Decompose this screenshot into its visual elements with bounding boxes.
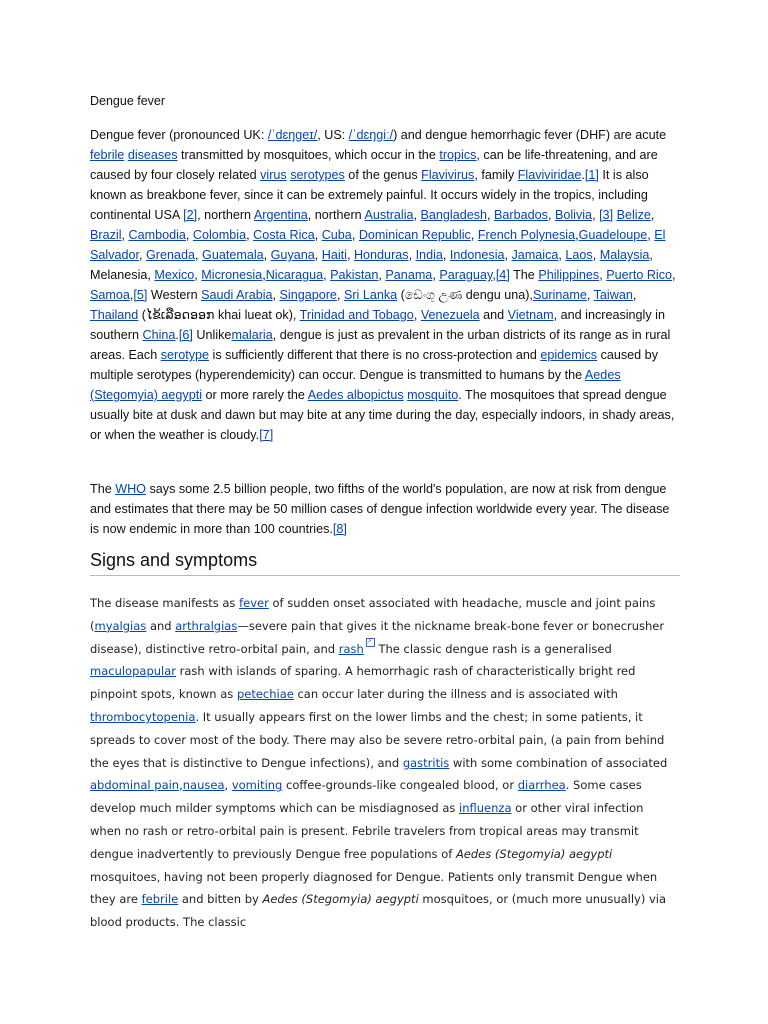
text-run: , [492, 268, 496, 282]
text-link[interactable]: Argentina [253, 208, 308, 222]
text-link[interactable]: Paraguay [439, 268, 493, 282]
text-run: . The mosquitoes that spread dengue usually bite at dusk and dawn but may bite at any time during the day, especially indoors, in shady areas, or when the weather is cloudy. [90, 388, 675, 442]
text-run: caused by multiple serotypes (hyperendemicity) can occur. Dengue is transmitted to humans by the [90, 348, 658, 382]
text-link[interactable]: gastritis [402, 755, 450, 770]
text-run: says some 2.5 billion people, two fifths of the world's population, are now at risk from dengue and estimates that there may be 50 million cases of dengue infection worldwide every year. The disease is now endemic in more than 100 countries. [90, 482, 670, 536]
text-run: with some combination of associated [449, 755, 668, 770]
text-run: , [263, 248, 271, 262]
text-run: , northern [197, 208, 254, 222]
text-link[interactable]: Guadeloupe [578, 228, 648, 242]
text-run: coffee-grounds-like congealed blood, or [282, 778, 518, 793]
text-run: , [413, 208, 421, 222]
text-run: , [139, 248, 147, 262]
text-run: , [408, 248, 416, 262]
text-link[interactable]: Singapore [279, 288, 337, 302]
text-link[interactable]: diarrhea [517, 778, 566, 793]
text-link[interactable]: Dominican Republic [358, 228, 471, 242]
text-link[interactable]: Flavivirus [421, 168, 475, 182]
text-run: The disease manifests as [90, 596, 240, 610]
text-link[interactable]: Honduras [353, 248, 409, 262]
text-run: . It usually appears first on the lower limbs and the chest; in some patients, it spreads to cover most of the body. There may also be severe retro-orbital pain, (a pain from behind the eyes that is distinctive to Dengue infections), and [90, 709, 665, 770]
text-link[interactable]: Guatemala [202, 248, 264, 262]
text-link[interactable]: malaria [231, 328, 273, 342]
text-link[interactable]: Cuba [321, 228, 352, 242]
text-run: , family [474, 168, 518, 182]
text-link[interactable]: French Polynesia [477, 228, 576, 242]
text-link[interactable]: Flaviviridae [517, 168, 582, 182]
text-run: , [314, 248, 322, 262]
text-link[interactable]: [2] [183, 208, 198, 222]
text-run: , [129, 288, 134, 302]
text-link[interactable]: myalgias [94, 618, 147, 633]
text-run: , can be life-threatening, and are caused by four closely related [90, 148, 658, 182]
text-link[interactable]: Panama [385, 268, 433, 282]
text-run: , [195, 248, 203, 262]
text-link[interactable]: /ˈdɛŋɡiː/ [348, 128, 394, 142]
text-run: of the genus [344, 168, 422, 182]
text-link[interactable]: thrombocytopenia [90, 709, 196, 724]
text-link[interactable]: Belize [616, 208, 651, 222]
text-link[interactable]: [7] [259, 428, 274, 442]
text-link[interactable]: Sri Lanka [343, 288, 398, 302]
text-run: , [547, 208, 555, 222]
text-link[interactable]: serotypes [290, 168, 345, 182]
text-run: , [632, 288, 637, 302]
text-run: , [599, 268, 607, 282]
text-run: ) and dengue hemorrhagic fever (DHF) are acute [393, 128, 667, 142]
text-link[interactable]: Taiwan [593, 288, 633, 302]
text-link[interactable]: China [142, 328, 176, 342]
text-link[interactable]: influenza [459, 801, 512, 816]
italic-text: Aedes (Stegomyia) aegypti [455, 846, 613, 861]
text-link[interactable]: Jamaica [511, 248, 559, 262]
text-run: , [323, 268, 331, 282]
text-run: , [194, 268, 202, 282]
text-link[interactable]: mosquito [407, 388, 459, 402]
text-link[interactable]: Trinidad and Tobago [299, 308, 414, 322]
text-link[interactable]: epidemics [540, 348, 598, 362]
text-run: , [224, 778, 232, 793]
text-run: , [592, 208, 600, 222]
text-link[interactable]: Aedes albopictus [307, 388, 404, 402]
text-run: , [185, 228, 193, 242]
text-link[interactable]: Aedes (Stegomyia) aegypti [90, 368, 621, 402]
italic-text: Aedes (Stegomyia) aegypti [262, 892, 419, 907]
text-link[interactable]: virus [260, 168, 287, 182]
text-link[interactable]: /ˈdɛŋɡeɪ/ [267, 128, 318, 142]
external-link-icon[interactable]: ↗ [366, 638, 375, 647]
text-link[interactable]: Haiti [321, 248, 347, 262]
text-link[interactable]: Micronesia [201, 268, 263, 282]
text-link[interactable]: Pakistan [330, 268, 379, 282]
intro-paragraph [90, 125, 680, 445]
text-link[interactable]: maculopapular [90, 664, 176, 679]
text-run: , [650, 208, 655, 222]
text-run: , [647, 228, 655, 242]
text-link[interactable]: arthralgias [175, 618, 238, 633]
text-link[interactable]: febrile [141, 892, 179, 907]
text-link[interactable]: Malaysia [599, 248, 650, 262]
text-run: , [378, 268, 386, 282]
document-title: Dengue fever [90, 94, 166, 108]
text-link[interactable]: [8] [332, 522, 347, 536]
text-run: , [487, 208, 495, 222]
text-run: Dengue fever (pronounced UK: [90, 128, 268, 142]
text-run: . [581, 168, 585, 182]
text-run: , [262, 268, 266, 282]
text-link[interactable]: diseases [127, 148, 178, 162]
text-run: and [146, 618, 176, 633]
text-run: , [121, 228, 129, 242]
text-run: It is also known as breakbone fever, since it can be extremely painful. It occurs widely in the tropics, including continental USA [90, 168, 649, 222]
text-run: is sufficiently different that there is no cross-protection and [209, 348, 541, 362]
text-run: , [346, 248, 354, 262]
text-run: , [586, 288, 594, 302]
section-heading: Signs and symptoms [90, 550, 680, 576]
text-run: (ໄຂ້ເລືອດອອກ khai lueat ok), [138, 308, 300, 322]
text-run: , [413, 308, 421, 322]
text-run: Western [147, 288, 202, 302]
text-run: , [470, 228, 478, 242]
text-run: can occur later during the illness and is associated with [293, 687, 618, 702]
text-run: , [272, 288, 280, 302]
text-link[interactable]: Suriname [532, 288, 587, 302]
text-link[interactable]: fever [239, 596, 269, 610]
text-link[interactable]: abdominal pain [90, 778, 180, 793]
text-link[interactable]: Laos [565, 248, 593, 262]
text-link[interactable]: Indonesia [449, 248, 505, 262]
text-link[interactable]: Nicaragua [265, 268, 324, 282]
text-link[interactable]: Thailand [90, 308, 139, 322]
text-run: Unlike [192, 328, 232, 342]
text-run: , [314, 228, 322, 242]
text-run: . [175, 328, 179, 342]
text-run: , [592, 248, 600, 262]
text-link[interactable]: El Salvador [90, 228, 666, 262]
text-link[interactable]: Brazil [90, 228, 122, 242]
text-run: The classic dengue rash is a generalised [374, 641, 612, 656]
text-link[interactable]: Colombia [192, 228, 247, 242]
text-run: of sudden onset associated with headache, muscle and joint pains ( [90, 596, 656, 633]
text-link[interactable]: serotype [160, 348, 210, 362]
text-link[interactable]: Philippines [538, 268, 600, 282]
text-run: mosquitoes, having not been properly diagnosed for Dengue. Patients only transmit Dengue when they are [90, 869, 658, 907]
text-run: transmitted by mosquitoes, which occur in the [177, 148, 440, 162]
text-link[interactable]: [5] [133, 288, 148, 302]
text-link[interactable]: Puerto Rico [606, 268, 673, 282]
text-link[interactable]: Australia [364, 208, 414, 222]
text-link[interactable]: Barbados [494, 208, 548, 222]
text-run: , [442, 248, 450, 262]
text-run: , and increasingly in southern [90, 308, 665, 342]
text-run: —severe pain that gives it the nickname break-bone fever or bonecrusher disease), distinctive retro-orbital pain, and [90, 618, 665, 656]
text-link[interactable]: [6] [178, 328, 193, 342]
text-run: , northern [307, 208, 365, 222]
text-run: , [432, 268, 440, 282]
text-link[interactable]: rash [338, 641, 364, 656]
symptoms-paragraph [90, 592, 678, 934]
text-link[interactable]: febrile [90, 148, 125, 162]
text-run: mosquitoes, or (much more unusually) via blood products. The classic [90, 892, 667, 930]
text-link[interactable]: Bolivia [554, 208, 593, 222]
text-run: The [90, 482, 116, 496]
text-link[interactable]: [3] [599, 208, 614, 222]
text-run: or more rarely the [202, 388, 308, 402]
who-paragraph [90, 479, 680, 539]
text-link[interactable]: India [415, 248, 443, 262]
text-run: . Some cases develop much milder symptoms which can be misdiagnosed as [90, 778, 642, 816]
text-link[interactable]: WHO [115, 482, 146, 496]
text-run: (ඩෙංගු උණ dengu una), [397, 288, 533, 302]
text-run: , Melanesia, [90, 248, 653, 282]
text-run: , [336, 288, 344, 302]
text-link[interactable]: Guyana [270, 248, 315, 262]
text-link[interactable]: Vietnam [507, 308, 554, 322]
text-run: , [575, 228, 579, 242]
text-link[interactable]: Grenada [146, 248, 196, 262]
text-run: , [351, 228, 359, 242]
text-run: , [246, 228, 254, 242]
text-run: , [179, 778, 183, 793]
text-run: The [509, 268, 539, 282]
text-run: and [479, 308, 508, 322]
text-run: rash with islands of sparing. A hemorrhagic rash of characteristically bright red pinpoint spots, known as [90, 664, 636, 702]
text-link[interactable]: Venezuela [420, 308, 480, 322]
text-link[interactable]: Costa Rica [253, 228, 315, 242]
text-link[interactable]: Bangladesh [420, 208, 488, 222]
text-link[interactable]: tropics [439, 148, 477, 162]
text-link[interactable]: [4] [495, 268, 510, 282]
text-link[interactable]: petechiae [236, 687, 294, 702]
text-run: , [504, 248, 512, 262]
text-run: , dengue is just as prevalent in the urban districts of its range as in rural areas. Each [90, 328, 671, 362]
text-run: and bitten by [178, 892, 263, 907]
text-link[interactable]: Mexico [154, 268, 195, 282]
text-link[interactable]: vomiting [231, 778, 283, 793]
text-run: , US: [317, 128, 349, 142]
text-run: or other viral infection when no rash or retro-orbital pain is present. Febrile travelers from tropical areas may transmit dengue inadvertently to previously Dengue free populations of [90, 801, 644, 861]
text-link[interactable]: Cambodia [128, 228, 186, 242]
text-run: , [558, 248, 566, 262]
text-run: , [672, 268, 676, 282]
text-link[interactable]: Saudi Arabia [201, 288, 273, 302]
text-link[interactable]: Samoa [90, 288, 130, 302]
text-link[interactable]: [1] [584, 168, 599, 182]
text-link[interactable]: nausea [182, 778, 225, 793]
